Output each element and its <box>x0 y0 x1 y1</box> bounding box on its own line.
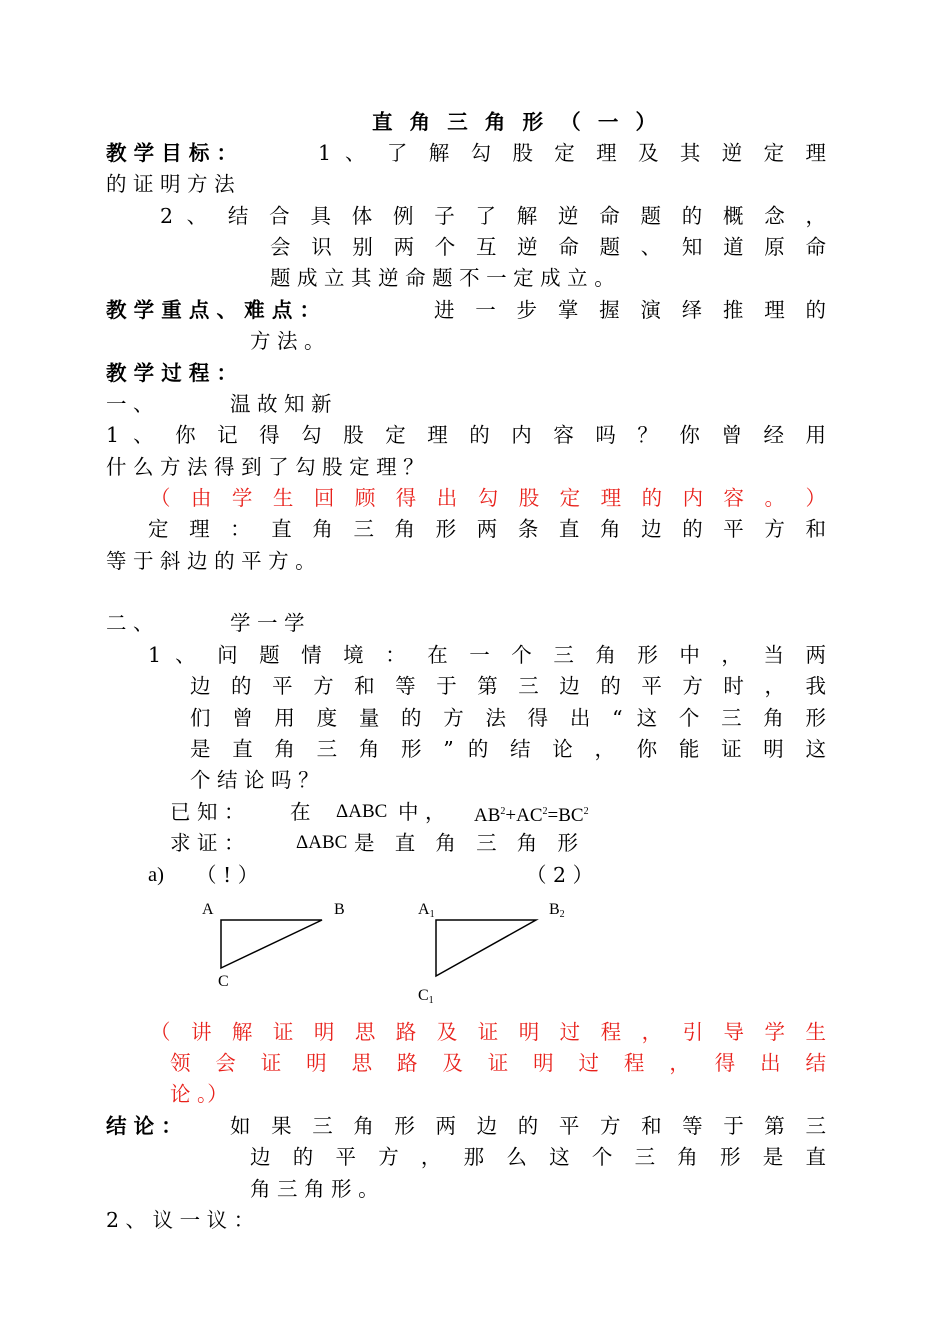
page-title: 直 角 三 角 形 （ 一 ） <box>372 110 656 134</box>
prove-label: 求 证 ： <box>170 831 245 855</box>
review-question-line2: 什 么 方 法 得 到 了 勾 股 定 理 ？ <box>106 455 424 479</box>
section2-heading: 学 一 学 <box>230 611 305 635</box>
prove-triangle: ΔABC <box>296 832 348 853</box>
conclusion-line2: 边 的 平 方 ， 那 么 这 个 三 角 形 是 直 <box>250 1145 826 1169</box>
problem-line3: 们 曾 用 度 量 的 方 法 得 出 “ 这 个 三 角 形 <box>190 706 826 730</box>
eq-power-1: 2 <box>500 806 506 817</box>
fig2-c-sub: 1 <box>428 995 434 1006</box>
fig1-label-b: B <box>334 901 345 918</box>
fig2-label-c1 <box>418 987 434 1010</box>
fig2-label-a1 <box>418 901 435 924</box>
fig1-label-a: A <box>202 901 214 918</box>
proof-note-line3: 论 。） <box>170 1082 228 1106</box>
objectives-label: 教 学 目 标 ： <box>106 141 238 165</box>
objective-1-line1: 1 、 了 解 勾 股 定 理 及 其 逆 定 理 <box>318 141 826 165</box>
triangle-2 <box>436 920 536 976</box>
triangle-1 <box>221 920 322 968</box>
fig1-label-c: C <box>218 973 229 990</box>
eq-power-2: 2 <box>542 806 548 817</box>
key-points-line1: 进 一 步 掌 握 演 绎 推 理 的 <box>434 298 826 322</box>
eq-ab: AB <box>474 805 501 826</box>
conclusion-label: 结 论 ： <box>106 1114 182 1138</box>
discuss-heading: 2 、 议 一 议 ： <box>106 1208 255 1232</box>
review-teacher-note: （ 由 学 生 回 顾 得 出 勾 股 定 理 的 内 容 。 ） <box>150 486 826 510</box>
fig2-b: B <box>549 901 560 918</box>
theorem-line1: 定 理 ： 直 角 三 角 形 两 条 直 角 边 的 平 方 和 <box>148 517 826 541</box>
conclusion-line3: 角 三 角 形 。 <box>250 1177 379 1201</box>
objective-2-line2: 会 识 别 两 个 互 逆 命 题 、 知 道 原 命 <box>270 235 826 259</box>
case-1-label: （ ! ） <box>196 863 259 887</box>
objective-2-line3: 题 成 立 其 逆 命 题 不 一 定 成 立 。 <box>270 266 615 290</box>
fig2-b-sub: 2 <box>559 909 565 920</box>
eq-power-3: 2 <box>583 806 589 817</box>
key-points-label: 教 学 重 点 、 难 点 ： <box>106 298 320 322</box>
section1-heading: 温 故 知 新 <box>230 392 332 416</box>
section1-number: 一 、 <box>106 392 154 416</box>
given-mid: 中 ， <box>398 800 446 824</box>
review-question-line1: 1 、 你 记 得 勾 股 定 理 的 内 容 吗 ？ 你 曾 经 用 <box>106 423 826 447</box>
prove-text: 是 直 角 三 角 形 <box>354 831 578 855</box>
eq-plus-ac: +AC <box>505 805 543 826</box>
fig2-a: A <box>418 901 430 918</box>
objective-2-line1: 2 、 结 合 具 体 例 子 了 解 逆 命 题 的 概 念 ， <box>160 204 826 228</box>
theorem-line2: 等 于 斜 边 的 平 方 。 <box>106 549 316 573</box>
case-a-label: a) <box>148 864 164 886</box>
conclusion-line1: 如 果 三 角 形 两 边 的 平 方 和 等 于 第 三 <box>230 1114 826 1138</box>
problem-line5: 个 结 论 吗 ？ <box>190 768 319 792</box>
fig2-c: C <box>418 987 429 1004</box>
given-prefix: 在 <box>290 800 311 824</box>
problem-line2: 边 的 平 方 和 等 于 第 三 边 的 平 方 时 ， 我 <box>190 674 826 698</box>
proof-note-line2: 领 会 证 明 思 路 及 证 明 过 程 ， 得 出 结 <box>170 1051 826 1075</box>
fig2-a-sub: 1 <box>429 909 435 920</box>
objective-1-line2: 的 证 明 方 法 <box>106 172 235 196</box>
eq-bc: =BC <box>547 805 584 826</box>
problem-line4: 是 直 角 三 角 形 ” 的 结 论 ， 你 能 证 明 这 <box>190 737 826 761</box>
problem-line1: 1 、 问 题 情 境 ： 在 一 个 三 角 形 中 ， 当 两 <box>148 643 826 667</box>
process-label: 教 学 过 程 ： <box>106 361 238 385</box>
given-triangle: ΔABC <box>336 801 388 822</box>
given-label: 已 知 ： <box>170 800 245 824</box>
key-points-line2: 方 法 。 <box>250 329 325 353</box>
fig2-label-b2 <box>549 901 565 924</box>
proof-note-line1: （ 讲 解 证 明 思 路 及 证 明 过 程 ， 引 导 学 生 <box>150 1020 826 1044</box>
case-2-label: （ 2 ） <box>526 863 594 887</box>
section2-number: 二 、 <box>106 611 154 635</box>
